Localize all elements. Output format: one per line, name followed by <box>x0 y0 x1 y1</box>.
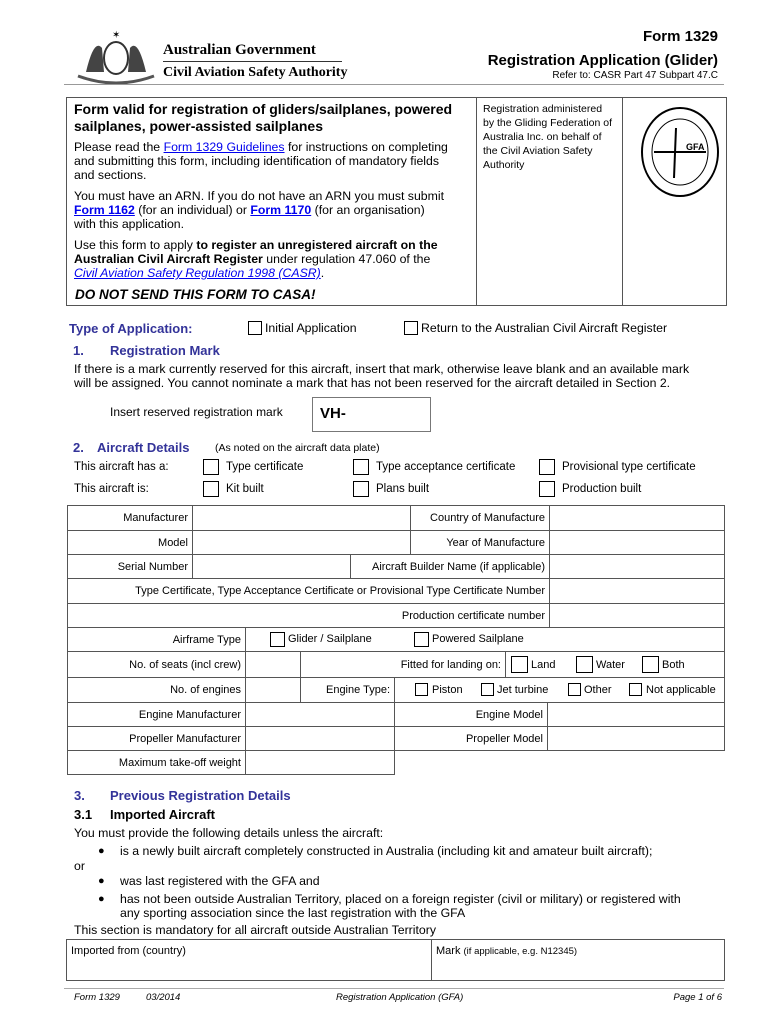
powered-sailplane-checkbox[interactable] <box>414 632 429 647</box>
initial-application-checkbox[interactable] <box>248 321 262 335</box>
piston-label: Piston <box>432 684 463 696</box>
type-certificate-label: Type certificate <box>226 461 304 473</box>
section-1-title: Registration Mark <box>110 343 220 358</box>
prop-model-label: Propeller Model <box>394 726 548 751</box>
bullet-icon: ● <box>98 875 105 887</box>
reg-mark-label: Insert reserved registration mark <box>110 405 283 419</box>
gov-name: Australian Government <box>163 42 316 58</box>
intro-divider <box>476 97 477 306</box>
exception-3: has not been outside Australian Territory, placed on a foreign register (civil or military) or registered with any sporting association since the last registration with the GFA <box>120 892 681 920</box>
mark-input[interactable] <box>431 939 725 981</box>
footer-divider <box>64 988 724 989</box>
section-3-intro: You must provide the following details unless the aircraft: <box>74 826 384 840</box>
intro-para-3: Use this form to apply to register an unregistered aircraft on the Australian Civil Aircraft Register under regulation 47.060 of the Civil Aviation Safety Regulation 1998 (CASR). <box>74 238 438 280</box>
section-2-note: (As noted on the aircraft data plate) <box>215 442 380 454</box>
other-checkbox[interactable] <box>568 683 581 696</box>
bullet-icon: ● <box>98 845 105 857</box>
has-a-label: This aircraft has a: <box>74 461 169 473</box>
section-2-number: 2. <box>73 440 84 455</box>
form-1170-link[interactable]: Form 1170 <box>250 203 312 217</box>
other-label: Other <box>584 684 612 696</box>
engine-mfr-input[interactable] <box>245 702 395 727</box>
provisional-type-label: Provisional type certificate <box>562 461 696 473</box>
engines-label: No. of engines <box>67 677 246 703</box>
exception-2: was last registered with the GFA and <box>120 874 320 888</box>
mtow-input[interactable] <box>245 750 395 775</box>
coat-of-arms-logo <box>76 28 156 84</box>
manufacturer-label: Manufacturer <box>67 505 193 531</box>
section-3-1-title: Imported Aircraft <box>110 807 215 822</box>
prod-cert-input[interactable] <box>549 603 725 628</box>
model-label: Model <box>67 530 193 555</box>
section-2-title: Aircraft Details <box>97 440 190 455</box>
builder-label: Aircraft Builder Name (if applicable) <box>350 554 550 579</box>
section-3-title: Previous Registration Details <box>110 788 291 803</box>
engine-mfr-label: Engine Manufacturer <box>67 702 246 727</box>
guidelines-link[interactable]: Form 1329 Guidelines <box>163 140 285 154</box>
engine-type-label: Engine Type: <box>300 677 395 703</box>
mark-note: (if applicable, e.g. N12345) <box>463 946 578 957</box>
prop-mfr-label: Propeller Manufacturer <box>67 726 246 751</box>
engines-input[interactable] <box>245 677 301 703</box>
initial-application-label: Initial Application <box>265 321 357 335</box>
water-label: Water <box>596 659 625 671</box>
provisional-type-checkbox[interactable] <box>539 459 555 475</box>
form-title: Registration Application (Glider) <box>487 52 718 69</box>
seats-input[interactable] <box>245 651 301 678</box>
both-checkbox[interactable] <box>642 656 659 673</box>
land-checkbox[interactable] <box>511 656 528 673</box>
glider-label: Glider / Sailplane <box>288 633 372 645</box>
return-register-checkbox[interactable] <box>404 321 418 335</box>
tc-number-input[interactable] <box>549 578 725 604</box>
header-divider <box>64 84 724 85</box>
type-acceptance-label: Type acceptance certificate <box>376 461 516 473</box>
warning-text: DO NOT SEND THIS FORM TO CASA! <box>75 287 316 302</box>
prod-cert-label: Production certificate number <box>67 603 550 628</box>
reg-mark-input[interactable]: VH- <box>312 397 431 432</box>
glider-checkbox[interactable] <box>270 632 285 647</box>
model-input[interactable] <box>192 530 411 555</box>
is-label: This aircraft is: <box>74 483 149 495</box>
tc-number-label: Type Certificate, Type Acceptance Certificate or Provisional Type Certificate Number <box>67 578 550 604</box>
manufacturer-input[interactable] <box>192 505 411 531</box>
engine-model-label: Engine Model <box>394 702 548 727</box>
landing-label: Fitted for landing on: <box>300 651 506 678</box>
type-of-application-label: Type of Application: <box>69 321 193 336</box>
footer-date: 03/2014 <box>146 992 181 1003</box>
powered-sailplane-label: Powered Sailplane <box>432 633 524 645</box>
intro-para-2: You must have an ARN. If you do not have an ARN you must submit Form 1162 (for an individual) or Form 1170 (for an organisation) with this application. <box>74 189 445 231</box>
plans-built-label: Plans built <box>376 483 430 495</box>
admin-text: Registration administered by the Gliding Federation of Australia Inc. on behalf of the Civil Aviation Safety Authority <box>483 103 612 171</box>
gfa-seal-logo <box>640 106 720 198</box>
svg-text:GFA: GFA <box>686 142 705 152</box>
svg-text:✶: ✶ <box>112 30 121 41</box>
jet-turbine-checkbox[interactable] <box>481 683 494 696</box>
prop-model-input[interactable] <box>547 726 725 751</box>
year-label: Year of Manufacture <box>410 530 550 555</box>
kit-built-label: Kit built <box>226 483 264 495</box>
year-input[interactable] <box>549 530 725 555</box>
section-1-number: 1. <box>73 343 84 358</box>
form-1162-link[interactable]: Form 1162 <box>74 203 135 217</box>
serial-input[interactable] <box>192 554 351 579</box>
country-label: Country of Manufacture <box>410 505 550 531</box>
type-acceptance-checkbox[interactable] <box>353 459 369 475</box>
not-applicable-checkbox[interactable] <box>629 683 642 696</box>
mtow-label: Maximum take-off weight <box>67 750 246 775</box>
logo-divider <box>163 61 342 62</box>
casr-link[interactable]: Civil Aviation Safety Regulation 1998 (CASR) <box>74 266 321 280</box>
refer-text: Refer to: CASR Part 47 Subpart 47.C <box>552 70 718 81</box>
agency-name: Civil Aviation Safety Authority <box>163 65 348 80</box>
mark-label: Mark <box>436 945 461 957</box>
water-checkbox[interactable] <box>576 656 593 673</box>
intro-divider <box>622 97 623 306</box>
footer-title: Registration Application (GFA) <box>336 992 464 1003</box>
footer-form: Form 1329 <box>74 992 120 1003</box>
form-number: Form 1329 <box>642 28 718 45</box>
seats-label: No. of seats (incl crew) <box>67 651 246 678</box>
country-input[interactable] <box>549 505 725 531</box>
jet-turbine-label: Jet turbine <box>497 684 549 696</box>
piston-checkbox[interactable] <box>415 683 428 696</box>
plans-built-checkbox[interactable] <box>353 481 369 497</box>
imported-from-label: Imported from (country) <box>71 945 186 957</box>
kit-built-checkbox[interactable] <box>203 481 219 497</box>
section-3-1-number: 3.1 <box>74 807 93 822</box>
bullet-icon: ● <box>98 893 105 905</box>
imported-from-input[interactable] <box>66 939 432 981</box>
production-built-label: Production built <box>562 483 642 495</box>
serial-label: Serial Number <box>67 554 193 579</box>
intro-para-1: Please read the Form 1329 Guidelines for instructions on completing and submitting this form, including identification of mandatory fields and sections. <box>74 140 448 182</box>
or-text: or <box>74 859 85 873</box>
land-label: Land <box>531 659 556 671</box>
mandatory-note: This section is mandatory for all aircraft outside Australian Territory <box>74 923 436 937</box>
prop-mfr-input[interactable] <box>245 726 395 751</box>
production-built-checkbox[interactable] <box>539 481 555 497</box>
type-certificate-checkbox[interactable] <box>203 459 219 475</box>
exception-1: is a newly built aircraft completely constructed in Australia (including kit and amateur built aircraft); <box>120 844 653 858</box>
builder-input[interactable] <box>549 554 725 579</box>
intro-heading: Form valid for registration of gliders/sailplanes, powered sailplanes, power-assisted sailplanes <box>74 101 453 134</box>
return-register-label: Return to the Australian Civil Aircraft Register <box>421 321 668 335</box>
footer-page: Page 1 of 6 <box>673 992 722 1003</box>
section-1-text: If there is a mark currently reserved for this aircraft, insert that mark, otherwise leave blank and an available mark will be assigned. You cannot nominate a mark that has not been reserved for the aircraft detailed in Section 2. <box>74 362 690 390</box>
airframe-label: Airframe Type <box>67 627 246 652</box>
both-label: Both <box>662 659 685 671</box>
engine-model-input[interactable] <box>547 702 725 727</box>
not-applicable-label: Not applicable <box>646 684 716 696</box>
section-3-number: 3. <box>74 788 85 803</box>
